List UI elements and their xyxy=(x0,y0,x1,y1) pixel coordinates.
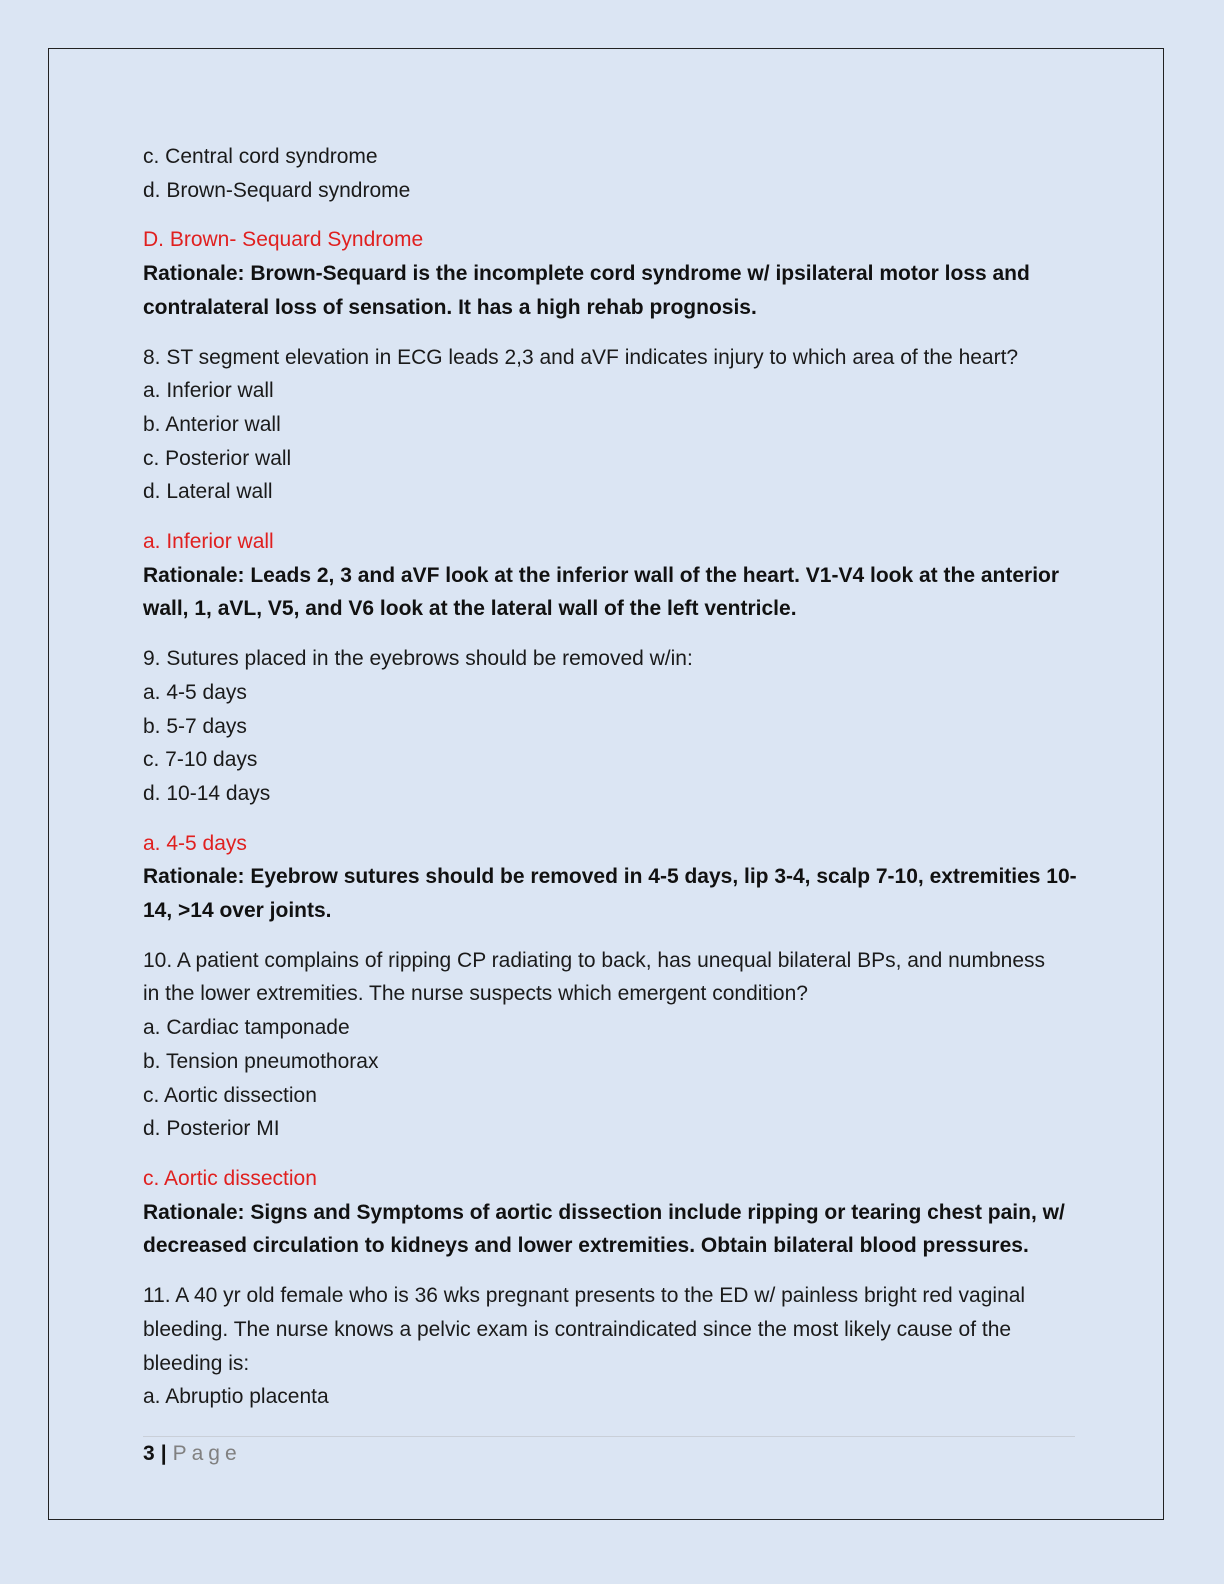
option-d: d. Lateral wall xyxy=(143,480,273,504)
question-text: 9. Sutures placed in the eyebrows should be removed w/in: xyxy=(143,647,693,671)
option-b: b. Tension pneumothorax xyxy=(143,1049,379,1073)
question-10-block xyxy=(143,944,1083,1263)
question-7-block xyxy=(143,140,1083,325)
option-c: c. Aortic dissection xyxy=(143,1083,317,1107)
option-a: a. 4-5 days xyxy=(143,680,247,704)
option-c: c. 7-10 days xyxy=(143,748,258,772)
question-11-block xyxy=(143,1279,1083,1414)
answer-text: D. Brown- Sequard Syndrome xyxy=(143,228,424,252)
question-8-block xyxy=(143,341,1083,627)
rationale-line: Rationale: Leads 2, 3 and aVF look at the inferior wall of the heart. V1-V4 look at the anterior xyxy=(143,563,1060,587)
option-a: a. Cardiac tamponade xyxy=(143,1016,350,1040)
answer-text: a. Inferior wall xyxy=(143,530,274,554)
rationale-line: Rationale: Signs and Symptoms of aortic dissection include ripping or tearing chest pain, w/ xyxy=(143,1200,1065,1224)
rationale-line: contralateral loss of sensation. It has a high rehab prognosis. xyxy=(143,295,757,319)
rationale-line: 14, >14 over joints. xyxy=(143,899,332,923)
option-c: c. Posterior wall xyxy=(143,446,292,470)
option-b: b. 5-7 days xyxy=(143,714,247,738)
document-body xyxy=(143,140,1083,1414)
rationale-line: wall, 1, aVL, V5, and V6 look at the lateral wall of the left ventricle. xyxy=(143,597,797,621)
question-text: bleeding. The nurse knows a pelvic exam is contraindicated since the most likely cause of the xyxy=(143,1317,1012,1341)
question-text: in the lower extremities. The nurse suspects which emergent condition? xyxy=(143,982,808,1006)
footer-separator: | xyxy=(160,1442,167,1465)
page-label: Page xyxy=(172,1442,242,1465)
rationale-line: Rationale: Brown-Sequard is the incomplete cord syndrome w/ ipsilateral motor loss and xyxy=(143,262,1030,286)
option-b: b. Anterior wall xyxy=(143,412,281,436)
option-a: a. Inferior wall xyxy=(143,379,274,403)
question-text: 8. ST segment elevation in ECG leads 2,3 and aVF indicates injury to which area of the heart? xyxy=(143,345,1019,369)
option-c: c. Central cord syndrome xyxy=(143,145,378,168)
question-text: 11. A 40 yr old female who is 36 wks pregnant presents to the ED w/ painless bright red vaginal xyxy=(143,1284,1026,1308)
rationale-line: decreased circulation to kidneys and lower extremities. Obtain bilateral blood pressures. xyxy=(143,1234,1029,1258)
option-d: d. 10-14 days xyxy=(143,781,271,805)
page-footer xyxy=(143,1440,242,1468)
option-d: d. Posterior MI xyxy=(143,1117,280,1141)
answer-text: a. 4-5 days xyxy=(143,831,247,855)
page-number: 3 xyxy=(143,1442,155,1465)
rationale-line: Rationale: Eyebrow sutures should be removed in 4-5 days, lip 3-4, scalp 7-10, extremities 10- xyxy=(143,865,1077,889)
question-9-block xyxy=(143,642,1083,928)
question-text: 10. A patient complains of ripping CP radiating to back, has unequal bilateral BPs, and numbness xyxy=(143,948,1046,972)
question-text: bleeding is: xyxy=(143,1351,250,1375)
option-a: a. Abruptio placenta xyxy=(143,1385,329,1409)
option-d: d. Brown-Sequard syndrome xyxy=(143,178,411,202)
footer-divider xyxy=(143,1436,1075,1437)
answer-text: c. Aortic dissection xyxy=(143,1166,317,1190)
